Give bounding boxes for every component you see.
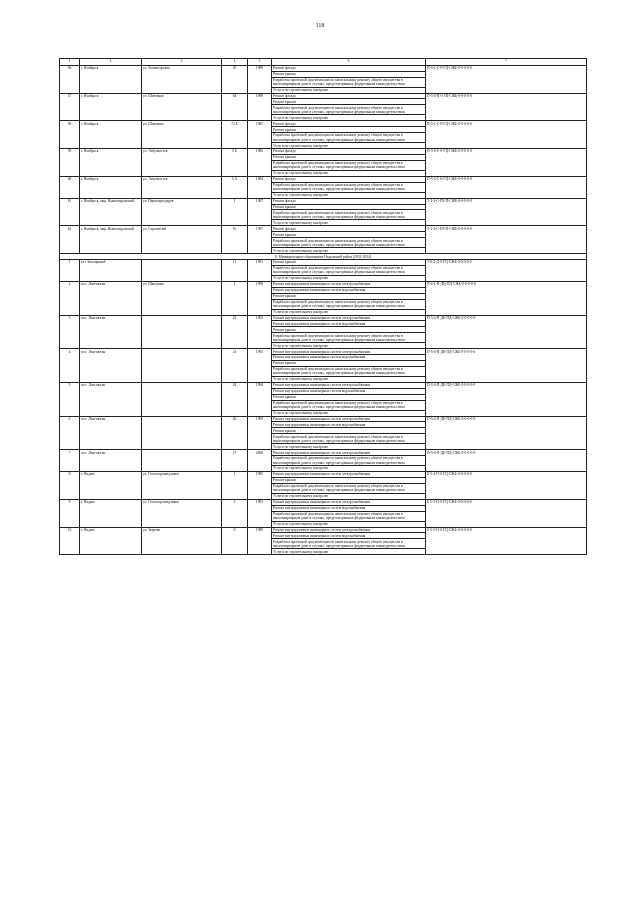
column-number: 6	[272, 59, 426, 66]
work-type: Ремонт фасада	[272, 226, 426, 232]
work-type: Ремонт внутридомовых инженерных систем электроснабжения	[272, 349, 426, 355]
building-code: П-3-3-С-0-ГЦ-СЖБ-0-0-0-0-0	[426, 176, 587, 198]
row-number: 4	[60, 349, 80, 383]
work-type: Разработка проектной документации по капитальному ремонту общего имущества в многоквартирном доме в случаях, предусмотренных федеральным законодательством	[272, 210, 426, 220]
row-number: 5	[60, 382, 80, 416]
work-type: Ремонт внутридомовых инженерных систем водоснабжения	[272, 321, 426, 327]
work-type: Ремонт крыши	[272, 127, 426, 133]
year-built: 1993	[248, 349, 272, 383]
work-type: Разработка проектной документации по капитальному ремонту общего имущества в многоквартирном доме в случаях, предусмотренных федеральным законодательством	[272, 456, 426, 466]
work-type: Ремонт внутридомовых инженерных систем водоснабжения	[272, 287, 426, 293]
column-number: 4	[222, 59, 248, 66]
work-type: Услуги по строительному контролю	[272, 87, 426, 93]
house-number: 45	[222, 65, 248, 93]
work-type: Ремонт крыши	[272, 428, 426, 434]
work-type: Ремонт внутридомовых инженерных систем электроснабжения	[272, 416, 426, 422]
building-code: П-3-0-С-0-ГЦ-СЖБ-0-0-0-0-0	[426, 149, 587, 177]
building-code: П-3-4-П-ДЕ-ПД-СЖБ-0-0-0-0-0	[426, 416, 587, 450]
settlement: пос. Лонгъюган	[80, 315, 142, 349]
building-code: П-4-1-П-ДЦ-ПД-СЖБ-0-0-0-0-0	[426, 281, 587, 315]
row-number: 9	[60, 499, 80, 527]
house-number: 1	[222, 472, 248, 500]
work-type: Услуги по строительному контролю	[272, 170, 426, 176]
work-type: Услуги по строительному контролю	[272, 275, 426, 281]
row-number: 62	[60, 226, 80, 254]
work-type: Услуги по строительному контролю	[272, 521, 426, 527]
row-number: 7	[60, 450, 80, 472]
work-type: Разработка проектной документации по капитальному ремонту общего имущества в многоквартирном доме в случаях, предусмотренных федеральным законодательством	[272, 77, 426, 87]
building-code: П-3-4-П-ДЕ-ПД-СЖБ-0-0-0-0-0	[426, 382, 587, 416]
street: ул. Первопроходцев	[142, 198, 222, 226]
house-number: 11	[222, 260, 248, 282]
row-number: 57	[60, 93, 80, 121]
house-number: 5 Б	[222, 149, 248, 177]
work-type: Ремонт крыши	[272, 260, 426, 266]
work-type: Ремонт фасада	[272, 176, 426, 182]
year-built: 1989	[248, 93, 272, 121]
row-number: 56	[60, 65, 80, 93]
house-number: 5 А	[222, 176, 248, 198]
building-code: П-3-4-П-0-ГЦ-СЖБ-0-0-0-0-0	[426, 93, 587, 121]
building-code: Б-5-4-П-0-ГЦ-СЖБ-0-0-0-0-0	[426, 472, 587, 500]
street	[142, 315, 222, 349]
street: ул. Строителей	[142, 226, 222, 254]
year-built: 2000	[248, 450, 272, 472]
year-built: 1989	[248, 65, 272, 93]
house-number: 1	[222, 198, 248, 226]
building-code: Б-5-5-П-0-ГЦ-СЖБ-0-0-0-0-0	[426, 527, 587, 555]
work-type: Услуги по строительному контролю	[272, 309, 426, 315]
street: ул. Холмогорская	[142, 65, 222, 93]
work-type: Разработка проектной документации по капитальному ремонту общего имущества в многоквартирном доме в случаях, предусмотренных федеральным законодательством	[272, 366, 426, 376]
building-code: П-3-4-П-ДЕ-ПД-СЖБ-0-0-0-0-0	[426, 349, 587, 383]
work-type: Услуги по строительному контролю	[272, 248, 426, 254]
house-number: 64	[222, 93, 248, 121]
street: ул. Шевченко	[142, 93, 222, 121]
work-type: Услуги по строительному контролю	[272, 493, 426, 499]
column-number: 2	[80, 59, 142, 66]
work-type: Ремонт внутридомовых инженерных систем электроснабжения	[272, 382, 426, 388]
settlement: г. Ноябрьск	[80, 149, 142, 177]
work-type: Ремонт фасада	[272, 93, 426, 99]
year-built: 1994	[248, 382, 272, 416]
year-built: 1983	[248, 499, 272, 527]
work-type: Услуги по строительному контролю	[272, 549, 426, 555]
work-type: Ремонт внутридомовых инженерных систем электроснабжения	[272, 315, 426, 321]
year-built: 1985	[248, 472, 272, 500]
work-type: Ремонт крыши	[272, 232, 426, 238]
building-code: П-3-1-С-0-ГЦ-СЖБ-0-0-0-0-0	[426, 121, 587, 149]
column-number: 1	[60, 59, 80, 66]
house-number: 72 Б	[222, 121, 248, 149]
settlement: пос. Лонгъюган	[80, 382, 142, 416]
work-type: Услуги по строительному контролю	[272, 343, 426, 349]
row-number: 6	[60, 416, 80, 450]
house-number: 1	[222, 281, 248, 315]
work-type: Ремонт внутридомовых инженерных систем электроснабжения	[272, 527, 426, 533]
building-code: Т-0-2-Д-0-ГЦ-СЖБ-0-0-0-0-0	[426, 260, 587, 282]
row-number: 2	[60, 281, 80, 315]
building-code: Т-2-3-С-ПЗ-П-СЖБ-0-0-0-0-0	[426, 226, 587, 254]
work-type: Ремонт внутридомовых инженерных систем водоснабжения	[272, 422, 426, 428]
section-title: 8. Муниципальное образование Надымский район (2032-2034)	[60, 254, 587, 260]
street	[142, 382, 222, 416]
work-type: Услуги по строительному контролю	[272, 220, 426, 226]
work-type: Услуги по строительному контролю	[272, 466, 426, 472]
settlement: г. Надым	[80, 472, 142, 500]
work-type: Ремонт внутридомовых инженерных систем электроснабжения	[272, 450, 426, 456]
row-number: 59	[60, 149, 80, 177]
settlement: пос. Лонгъюган	[80, 349, 142, 383]
street: ул. Школьная	[142, 281, 222, 315]
work-type: Разработка проектной документации по капитальному ремонту общего имущества в многоквартирном доме в случаях, предусмотренных федеральным законодательством	[272, 182, 426, 192]
work-type: Разработка проектной документации по капитальному ремонту общего имущества в многоквартирном доме в случаях, предусмотренных федеральным законодательством	[272, 133, 426, 143]
work-type: Разработка проектной документации по капитальному ремонту общего имущества в многоквартирном доме в случаях, предусмотренных федеральным законодательством	[272, 434, 426, 444]
settlement: пос. Лонгъюган	[80, 450, 142, 472]
year-built: 1998	[248, 281, 272, 315]
work-type: Разработка проектной документации по капитальному ремонту общего имущества в многоквартирном доме в случаях, предусмотренных федеральным законодательством	[272, 333, 426, 343]
page-number: 118	[315, 23, 325, 29]
house-number: 26	[222, 416, 248, 450]
row-number: 58	[60, 121, 80, 149]
year-built: 1995	[248, 416, 272, 450]
row-number: 1	[60, 260, 80, 282]
settlement: пос. Лонгъюган	[80, 416, 142, 450]
house-number: 24	[222, 382, 248, 416]
settlement: г. Ноябрьск	[80, 65, 142, 93]
row-number: 8	[60, 472, 80, 500]
house-number: 8	[222, 527, 248, 555]
building-code: П-3-4-П-ДЕ-ПД-СЖБ-0-0-0-0-0	[426, 315, 587, 349]
work-type: Услуги по строительному контролю	[272, 376, 426, 382]
street	[142, 260, 222, 282]
settlement: г. Надым	[80, 527, 142, 555]
work-type: Ремонт крыши	[272, 99, 426, 105]
year-built: 1985	[248, 121, 272, 149]
work-type: Услуги по строительному контролю	[272, 143, 426, 149]
building-code: П-3-4-П-ДЕ-ПД-СЖБ-0-0-0-0-0	[426, 450, 587, 472]
work-type: Ремонт внутридомовых инженерных систем водоснабжения	[272, 533, 426, 539]
building-code: Т-2-3-С-ПЗ-П-СЖБ-0-0-0-0-0	[426, 198, 587, 226]
work-type: Разработка проектной документации по капитальному ремонту общего имущества в многоквартирном доме в случаях, предусмотренных федеральным законодательством	[272, 105, 426, 115]
street: ул. Энтузиастов	[142, 149, 222, 177]
settlement: пгт Заполярный	[80, 260, 142, 282]
work-type: Разработка проектной документации по капитальному ремонту общего имущества в многоквартирном доме в случаях, предусмотренных федеральным законодательством	[272, 238, 426, 248]
work-type: Разработка проектной документации по капитальному ремонту общего имущества в многоквартирном доме в случаях, предусмотренных федеральным законодательством	[272, 160, 426, 170]
work-type: Ремонт крыши	[272, 154, 426, 160]
house-number: 10	[222, 226, 248, 254]
year-built: 1987	[248, 198, 272, 226]
work-type: Ремонт фасада	[272, 198, 426, 204]
row-number: 61	[60, 198, 80, 226]
street: ул. Геологоразведчиков	[142, 499, 222, 527]
year-built: 1984	[248, 176, 272, 198]
year-built: 1997	[248, 226, 272, 254]
street	[142, 416, 222, 450]
house-number: 2	[222, 499, 248, 527]
house-number: 27	[222, 450, 248, 472]
work-type: Ремонт крыши	[272, 361, 426, 367]
work-type: Услуги по строительному контролю	[272, 410, 426, 416]
column-number: 7	[426, 59, 587, 66]
work-type: Ремонт крыши	[272, 394, 426, 400]
work-type: Ремонт крыши	[272, 293, 426, 299]
work-type: Услуги по строительному контролю	[272, 192, 426, 198]
work-type: Ремонт внутридомовых инженерных систем водоснабжения	[272, 388, 426, 394]
building-code: П-3-1-С-0-ГЦ-СЖБ-0-0-0-0-0	[426, 65, 587, 93]
street: ул. Геологоразведчиков	[142, 472, 222, 500]
work-type: Разработка проектной документации по капитальному ремонту общего имущества в многоквартирном доме в случаях, предусмотренных федеральным законодательством	[272, 539, 426, 549]
street: ул. Зверева	[142, 527, 222, 555]
work-type: Разработка проектной документации по капитальному ремонту общего имущества в многоквартирном доме в случаях, предусмотренных федеральным законодательством	[272, 299, 426, 309]
work-type: Ремонт внутридомовых инженерных систем водоснабжения	[272, 355, 426, 361]
work-type: Ремонт внутридомовых инженерных систем электроснабжения	[272, 499, 426, 505]
year-built: 1982	[248, 149, 272, 177]
house-number: 22	[222, 315, 248, 349]
column-number: 3	[142, 59, 222, 66]
column-number: 5	[248, 59, 272, 66]
street	[142, 450, 222, 472]
settlement: г. Ноябрьск	[80, 93, 142, 121]
work-type: Ремонт крыши	[272, 477, 426, 483]
street	[142, 349, 222, 383]
work-type: Разработка проектной документации по капитальному ремонту общего имущества в многоквартирном доме в случаях, предусмотренных федеральным законодательством	[272, 265, 426, 275]
work-type: Ремонт фасада	[272, 65, 426, 71]
street: ул. Энтузиастов	[142, 176, 222, 198]
settlement: г. Ноябрьск	[80, 176, 142, 198]
settlement: г. Надым	[80, 499, 142, 527]
work-type: Ремонт крыши	[272, 71, 426, 77]
work-type: Разработка проектной документации по капитальному ремонту общего имущества в многоквартирном доме в случаях, предусмотренных федеральным законодательством	[272, 483, 426, 493]
settlement: г. Ноябрьск, мкр. Вынгапуровский	[80, 198, 142, 226]
work-type: Ремонт внутридомовых инженерных систем электроснабжения	[272, 281, 426, 287]
row-number: 60	[60, 176, 80, 198]
work-type: Ремонт фасада	[272, 121, 426, 127]
work-type: Услуги по строительному контролю	[272, 444, 426, 450]
year-built: 1989	[248, 527, 272, 555]
column-number-row	[60, 59, 587, 66]
building-code: Б-5-5-П-0-ГЦ-СЖБ-0-0-0-0-0	[426, 499, 587, 527]
repair-program-table	[59, 58, 587, 555]
work-type: Ремонт внутридомовых инженерных систем водоснабжения	[272, 505, 426, 511]
settlement: г. Ноябрьск	[80, 121, 142, 149]
year-built: 1992	[248, 315, 272, 349]
settlement: пос. Лонгъюган	[80, 281, 142, 315]
work-type: Разработка проектной документации по капитальному ремонту общего имущества в многоквартирном доме в случаях, предусмотренных федеральным законодательством	[272, 400, 426, 410]
work-type: Ремонт фасада	[272, 149, 426, 155]
settlement: г. Ноябрьск, мкр. Вынгапуровский	[80, 226, 142, 254]
work-type: Ремонт крыши	[272, 204, 426, 210]
row-number: 10	[60, 527, 80, 555]
work-type: Ремонт крыши	[272, 327, 426, 333]
work-type: Разработка проектной документации по капитальному ремонту общего имущества в многоквартирном доме в случаях, предусмотренных федеральным законодательством	[272, 511, 426, 521]
row-number: 3	[60, 315, 80, 349]
work-type: Ремонт внутридомовых инженерных систем электроснабжения	[272, 472, 426, 478]
year-built: 1981	[248, 260, 272, 282]
house-number: 23	[222, 349, 248, 383]
work-type: Услуги по строительному контролю	[272, 115, 426, 121]
street: ул. Шевченко	[142, 121, 222, 149]
